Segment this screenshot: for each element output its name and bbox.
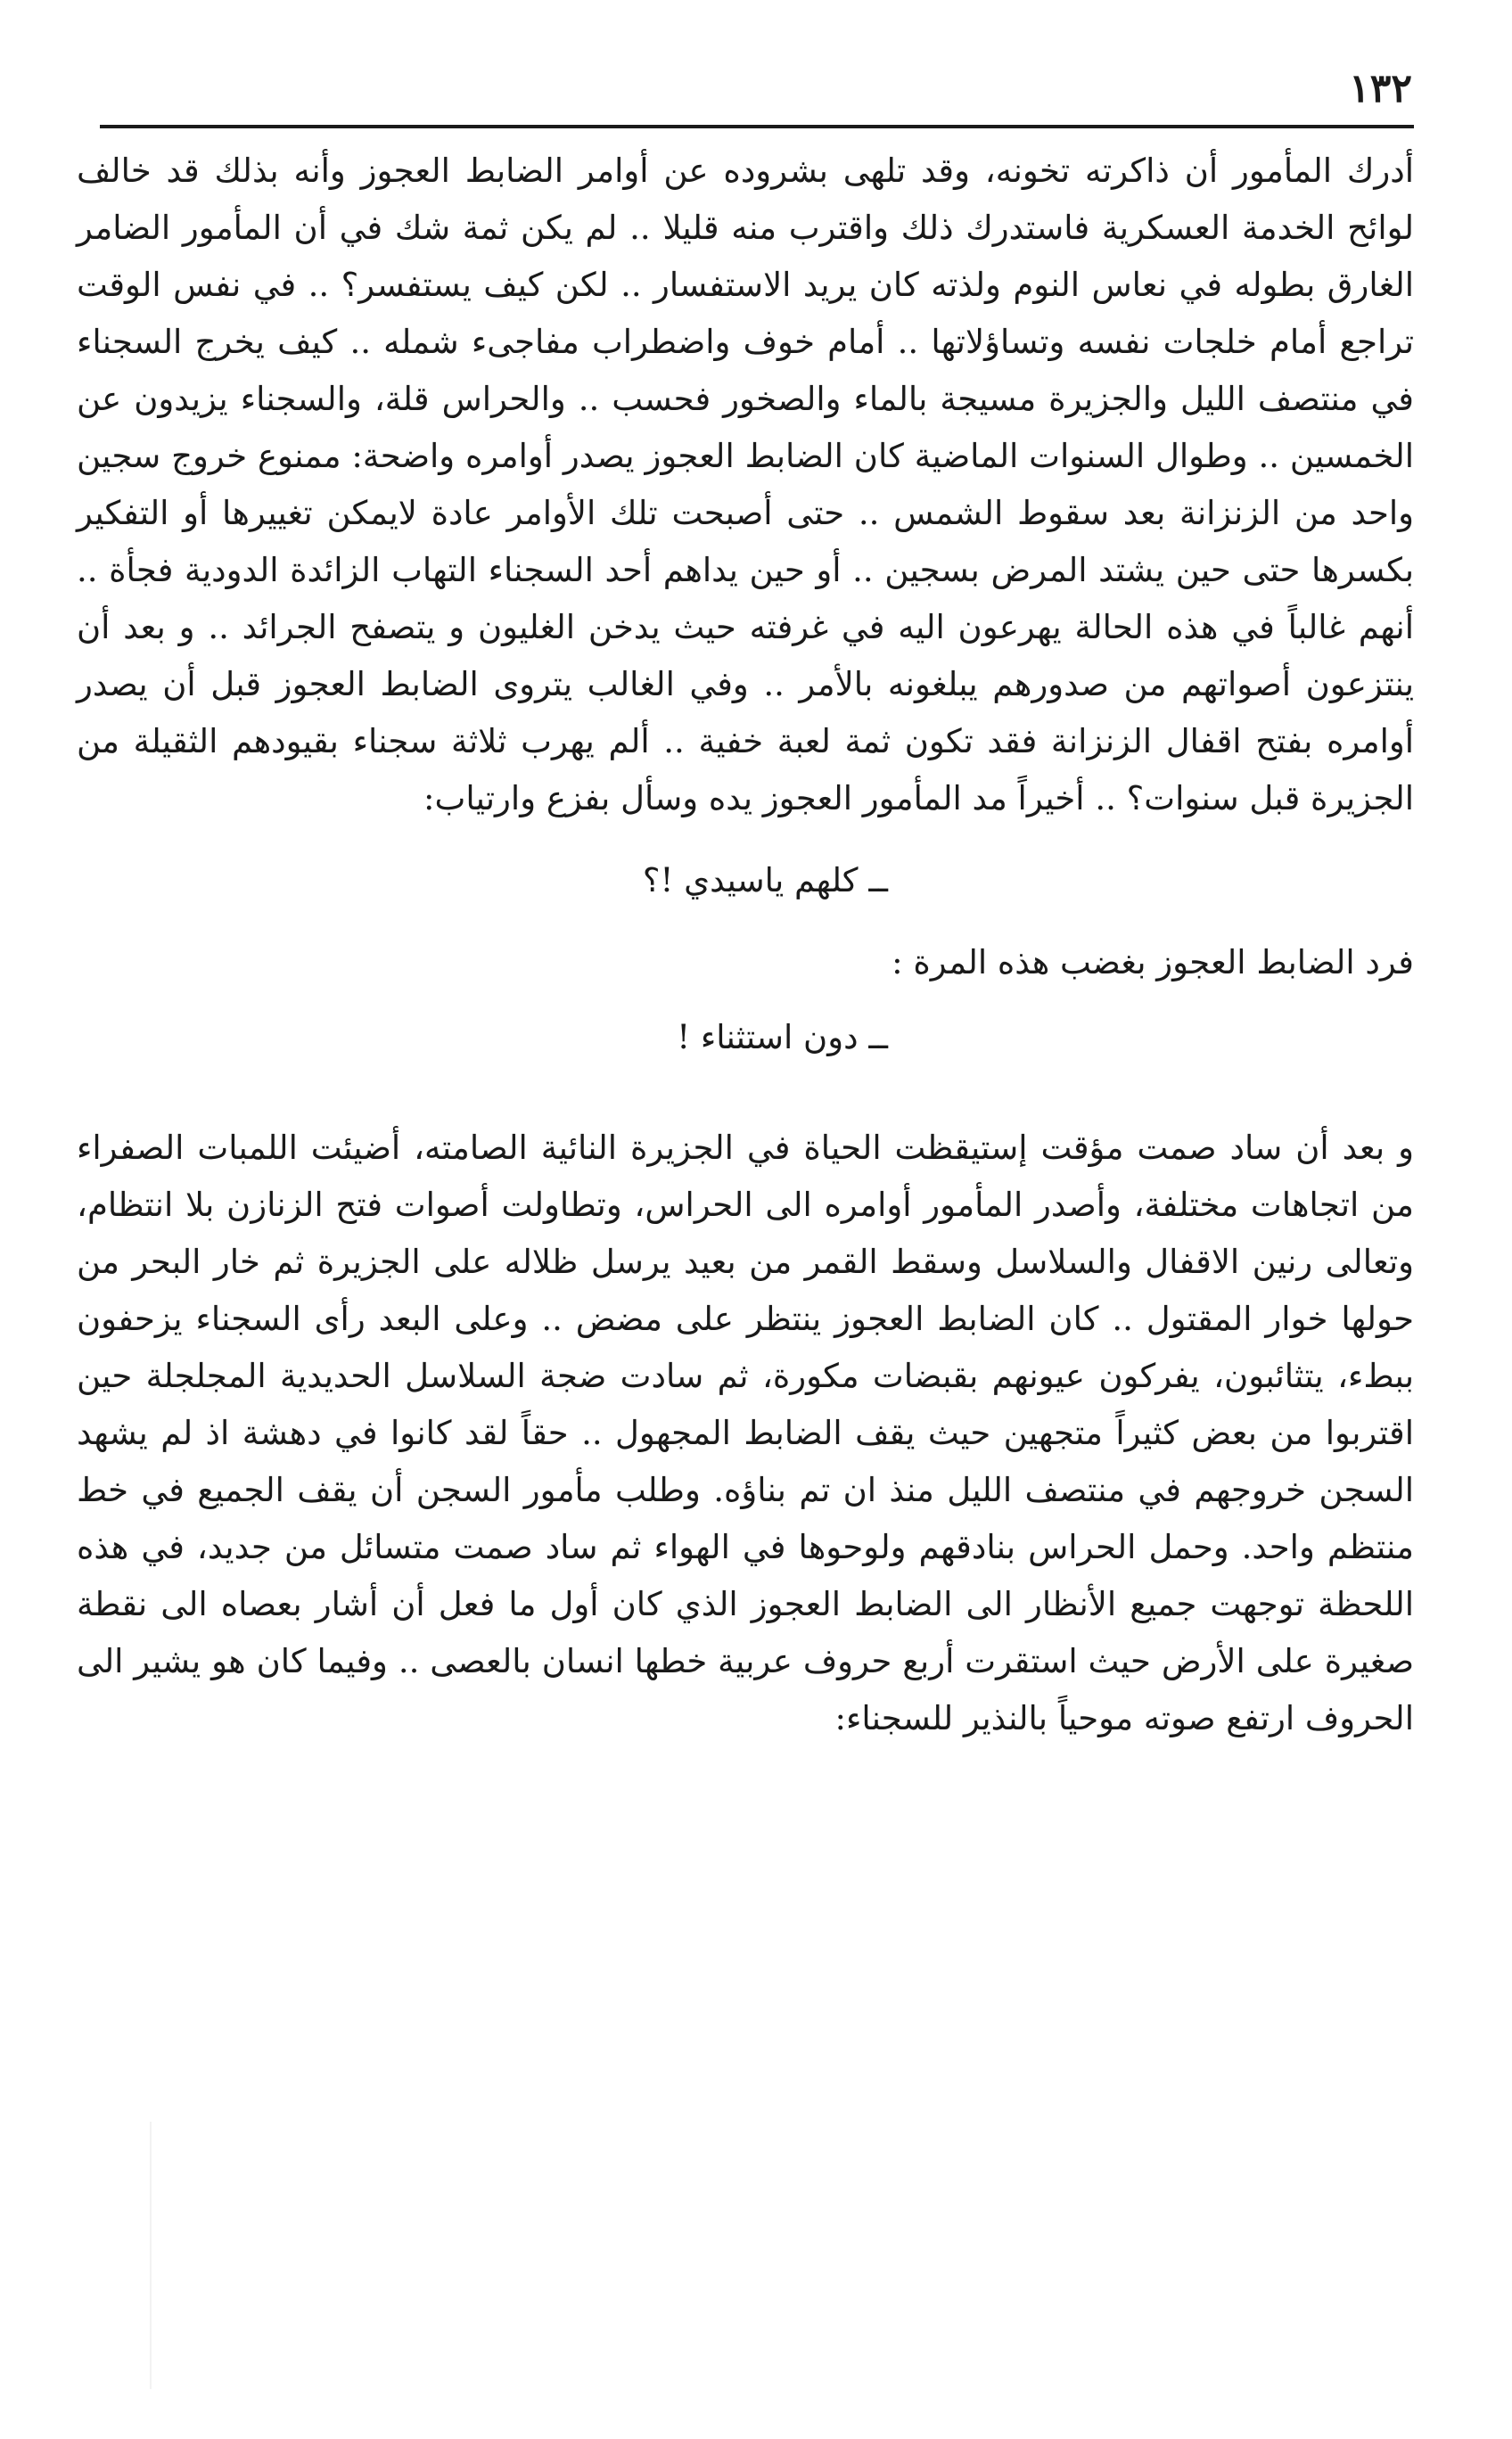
dialogue-line-2: ــ دون استثناء ! [677, 1018, 888, 1056]
page-body [77, 143, 1414, 1747]
header-divider [100, 125, 1414, 128]
dialogue-line-1: ــ كلهم ياسيدي !؟ [642, 861, 888, 899]
page-number: ١٣٢ [1349, 66, 1412, 111]
paragraph-2: فرد الضابط العجوز بغضب هذه المرة : [892, 943, 1414, 981]
paragraph-3: و بعد أن ساد صمت مؤقت إستيقظت الحياة في الجزيرة النائية الصامته، أضيئت اللمبات الصفراء من اتجاهات مختلفة، وأصدر المأمور أوامره الى الحراس، وتطاولت أصوات فتح الزنازن بلا انتظام، وتعالى رنين الاقفال والسلاسل وسقط القمر من بعيد يرسل ظلاله على الجزيرة ثم خار البحر من حولها خوار المقتول .. كان الضابط العجوز ينتظر على مضض .. وعلى البعد رأى السجناء يزحفون ببطء، يتثائبون، يفركون عيونهم بقبضات مكورة، ثم سادت ضجة السلاسل الحديدية المجلجلة حين اقتربوا من بعض كثيراً متجهين حيث يقف الضابط المجهول .. حقاً لقد كانوا في دهشة اذ لم يشهد السجن خروجهم في منتصف الليل منذ ان تم بناؤه. وطلب مأمور السجن أن يقف الجميع في خط منتظم واحد. وحمل الحراس بنادقهم ولوحوها في الهواء ثم ساد صمت متسائل من جديد، في هذه اللحظة توجهت جميع الأنظار الى الضابط العجوز الذي كان أول ما فعل أن أشار بعصاه الى نقطة صغيرة على الأرض حيث استقرت أربع حروف عربية خطها انسان بالعصى .. وفيما كان هو يشير الى الحروف ارتفع صوته موحياً بالنذير للسجناء: [77, 1129, 1414, 1737]
paragraph-1: أدرك المأمور أن ذاكرته تخونه، وقد تلهى بشروده عن أوامر الضابط العجوز وأنه بذلك قد خالف لوائح الخدمة العسكرية فاستدرك ذلك واقترب منه قليلا .. لم يكن ثمة شك في أن المأمور الضامر الغارق بطوله في نعاس النوم ولذته كان يريد الاستفسار .. لكن كيف يستفسر؟ .. في نفس الوقت تراجع أمام خلجات نفسه وتساؤلاتها .. أمام خوف واضطراب مفاجىء شمله .. كيف يخرج السجناء في منتصف الليل والجزيرة مسيجة بالماء والصخور فحسب .. والحراس قلة، والسجناء يزيدون عن الخمسين .. وطوال السنوات الماضية كان الضابط العجوز يصدر أوامره واضحة: ممنوع خروج سجين واحد من الزنزانة بعد سقوط الشمس .. حتى أصبحت تلك الأوامر عادة لايمكن تغييرها أو التفكير بكسرها حتى حين يشتد المرض بسجين .. أو حين يداهم أحد السجناء التهاب الزائدة الدودية فجأة .. أنهم غالباً في هذه الحالة يهرعون اليه في غرفته حيث يدخن الغليون و يتصفح الجرائد .. و بعد أن ينتزعون أصواتهم من صدورهم يبلغونه بالأمر .. وفي الغالب يتروى الضابط العجوز قبل أن يصدر أوامره بفتح اقفال الزنزانة فقد تكون ثمة لعبة خفية .. ألم يهرب ثلاثة سجناء بقيودهم الثقيلة من الجزيرة قبل سنوات؟ .. أخيراً مد المأمور العجوز يده وسأل بفزع وارتياب: [77, 152, 1414, 817]
scan-artifact-line [150, 2122, 152, 2389]
